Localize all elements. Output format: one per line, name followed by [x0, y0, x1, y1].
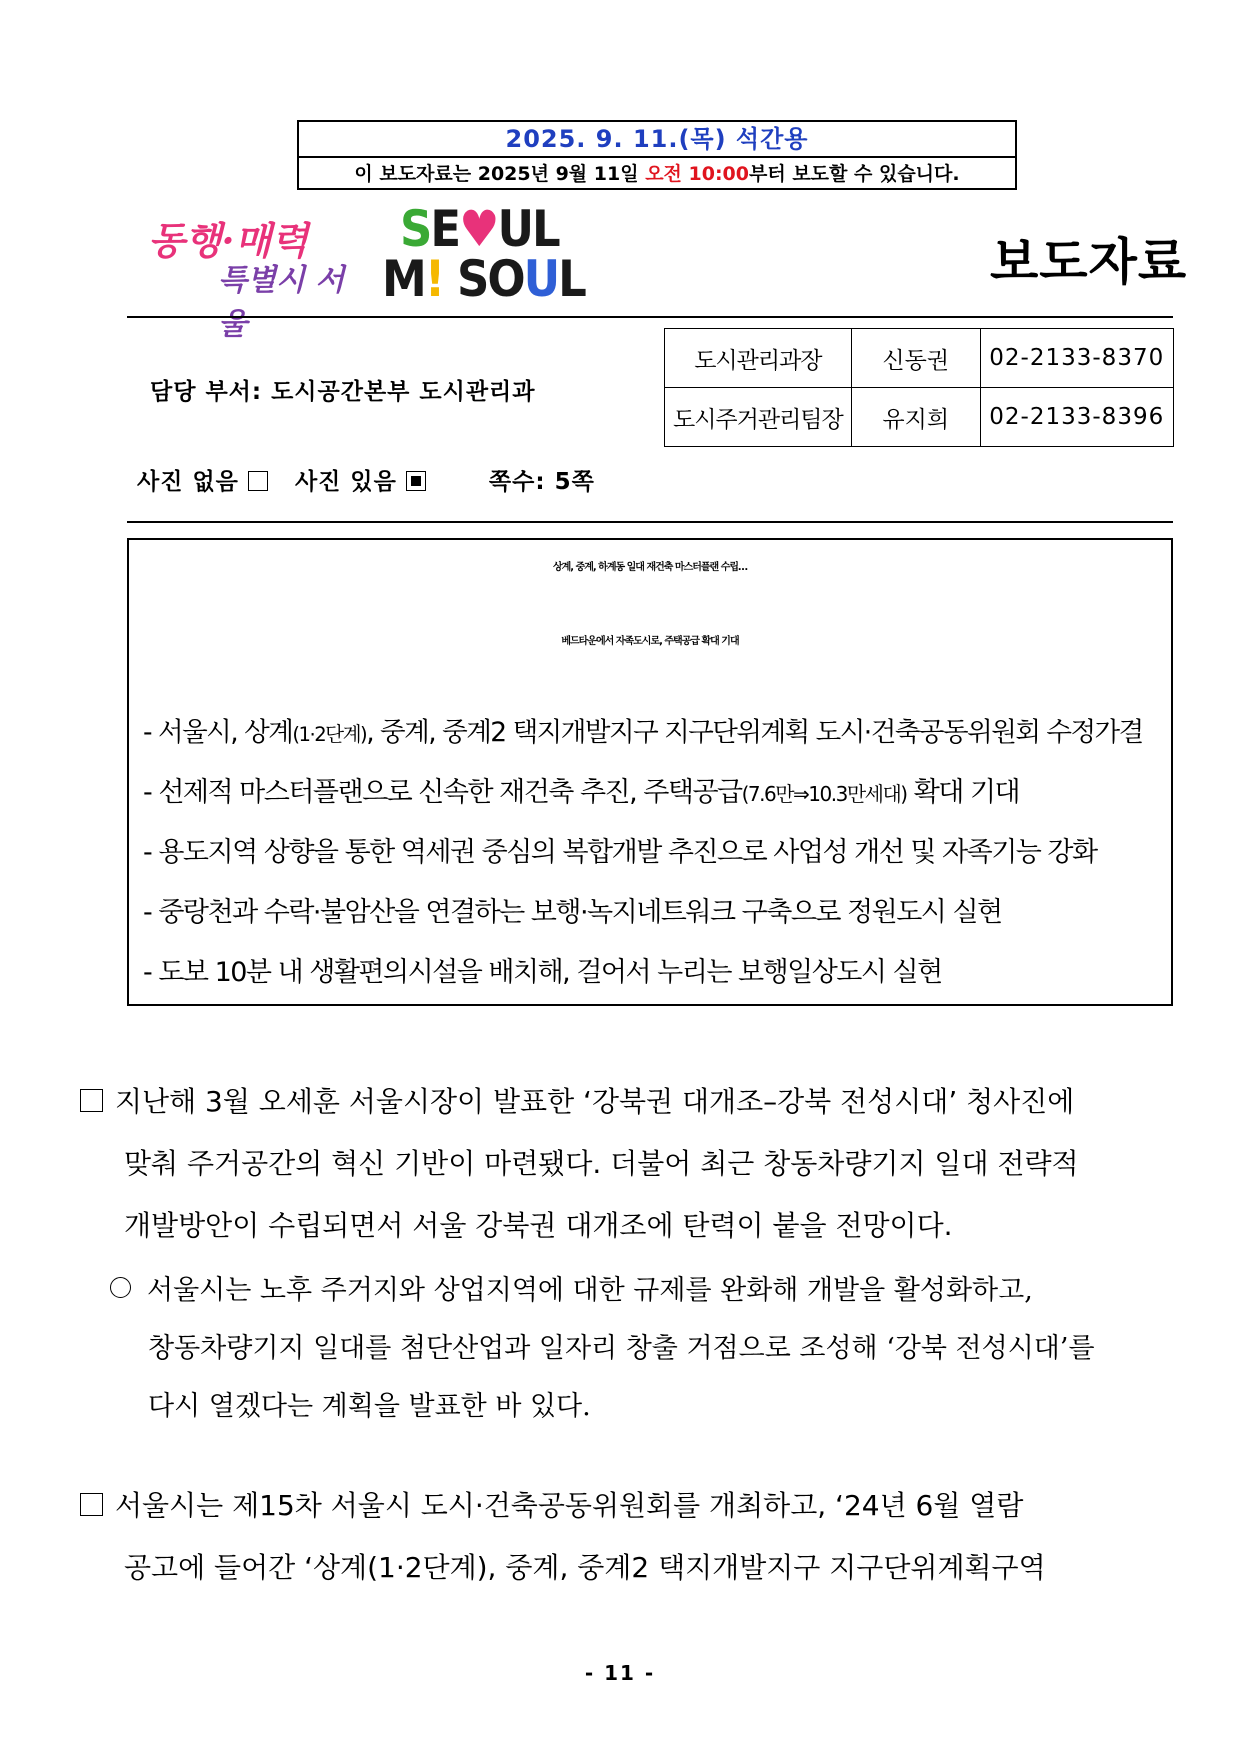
paragraph-line: 공고에 들어간 ‘상계(1·2단계), 중계, 중계2 택지개발지구 지구단위계획구역: [124, 1551, 1046, 1584]
slogan-line2: 특별시 서울: [218, 263, 345, 342]
bullet-note: (7.6만⇒10.3만세대): [741, 782, 907, 806]
square-bullet-icon: [80, 1493, 103, 1516]
headline-title: 상계, 중계, 하계동 일대 재건축 마스터플랜 수립…: [552, 562, 748, 573]
pages-value: 5쪽: [554, 469, 595, 495]
contact-name: 유지희: [851, 388, 980, 447]
sub-paragraph-line: 창동차량기지 일대를 첨단산업과 일자리 창출 거점으로 조성해 ‘강북 전성시대’를: [148, 1333, 1095, 1364]
summary-bullet: [143, 950, 942, 989]
sub-paragraph-text: 서울시는 노후 주거지와 상업지역에 대한 규제를 완화해 개발을 활성화하고,: [147, 1275, 1033, 1306]
document-type-title: 보도자료: [990, 233, 1188, 291]
paragraph-line: 맞춰 주거공간의 혁신 기반이 마련됐다. 더불어 최근 창동차량기지 일대 전략적: [124, 1147, 1079, 1180]
bullet-text: - 서울시, 상계: [143, 717, 293, 748]
headline-box: [127, 538, 1173, 1006]
sub-paragraph-line: 다시 열겠다는 계획을 발표한 바 있다.: [148, 1391, 591, 1422]
summary-bullet: [143, 890, 1002, 929]
contact-phone: 02-2133-8396: [980, 388, 1173, 447]
release-date: 2025. 9. 11.(목) 석간용: [299, 122, 1015, 158]
seoul-my-soul-logo: [382, 200, 585, 308]
contact-title: 도시주거관리팀장: [665, 388, 852, 447]
embargo-notice: [299, 158, 1015, 190]
summary-bullet: [143, 710, 1143, 749]
summary-bullet: [143, 770, 1019, 809]
summary-bullet: [143, 830, 1097, 869]
bullet-note: (1·2단계): [292, 723, 367, 746]
seoul-slogan-logo: [148, 210, 348, 342]
photo-none-label: 사진 없음: [137, 469, 239, 495]
bullet-text: - 도보 10분 내 생활편의시설을 배치해, 걸어서 누리는 보행일상도시 실현: [143, 957, 942, 988]
paragraph-line: [80, 1080, 1074, 1120]
circle-bullet-icon: [110, 1277, 131, 1298]
embargo-box: [297, 120, 1017, 190]
photo-with-label: 사진 있음: [294, 469, 397, 495]
table-row: [665, 329, 1174, 388]
bullet-rest: , 중계, 중계2 택지개발지구 지구단위계획 도시·건축공동위원회 수정가결: [366, 717, 1143, 748]
paragraph-line: 개발방안이 수립되면서 서울 강북권 대개조에 탄력이 붙을 전망이다.: [124, 1209, 953, 1242]
paragraph-text: 서울시는 제15차 서울시 도시·건축공동위원회를 개최하고, ‘24년 6월 열람: [115, 1489, 1024, 1522]
contact-name: 신동권: [851, 329, 980, 388]
brand-line2: M! SOUL: [382, 250, 585, 308]
divider: [127, 316, 1173, 318]
brand-line1: SE♥UL: [400, 200, 559, 258]
sub-paragraph-line: [110, 1268, 1033, 1307]
pages-label: 쪽수:: [488, 469, 546, 495]
bullet-text: - 용도지역 상향을 통한 역세권 중심의 복합개발 추진으로 사업성 개선 및 자족기능 강화: [143, 837, 1097, 868]
checked-box-icon: [406, 471, 426, 491]
contacts-table: [664, 328, 1174, 447]
slogan-line1: 동행·매력: [148, 218, 309, 263]
square-bullet-icon: [80, 1089, 103, 1112]
page-number: - 11 -: [584, 1661, 656, 1685]
unchecked-box-icon: [248, 471, 268, 491]
bullet-text: - 선제적 마스터플랜으로 신속한 재건축 추진, 주택공급: [143, 777, 742, 808]
department-label: 담당 부서: 도시공간본부 도시관리과: [150, 379, 536, 405]
bullet-text: - 중랑천과 수락·불암산을 연결하는 보행·녹지네트워크 구축으로 정원도시 실현: [143, 897, 1002, 928]
paragraph-line: [80, 1484, 1023, 1524]
contact-phone: 02-2133-8370: [980, 329, 1173, 388]
bullet-rest: 확대 기대: [906, 777, 1020, 808]
embargo-notice-time: 오전 10:00: [645, 163, 749, 185]
table-row: [665, 388, 1174, 447]
contact-title: 도시관리과장: [665, 329, 852, 388]
divider: [127, 521, 1173, 523]
photo-info-line: [137, 463, 595, 496]
embargo-notice-suffix: 부터 보도할 수 있습니다.: [749, 163, 960, 185]
headline-subtitle: 베드타운에서 자족도시로, 주택공급 확대 기대: [561, 636, 739, 647]
embargo-notice-prefix: 이 보도자료는 2025년 9월 11일: [354, 163, 646, 185]
paragraph-text: 지난해 3월 오세훈 서울시장이 발표한 ‘강북권 대개조–강북 전성시대’ 청사진에: [115, 1085, 1075, 1118]
